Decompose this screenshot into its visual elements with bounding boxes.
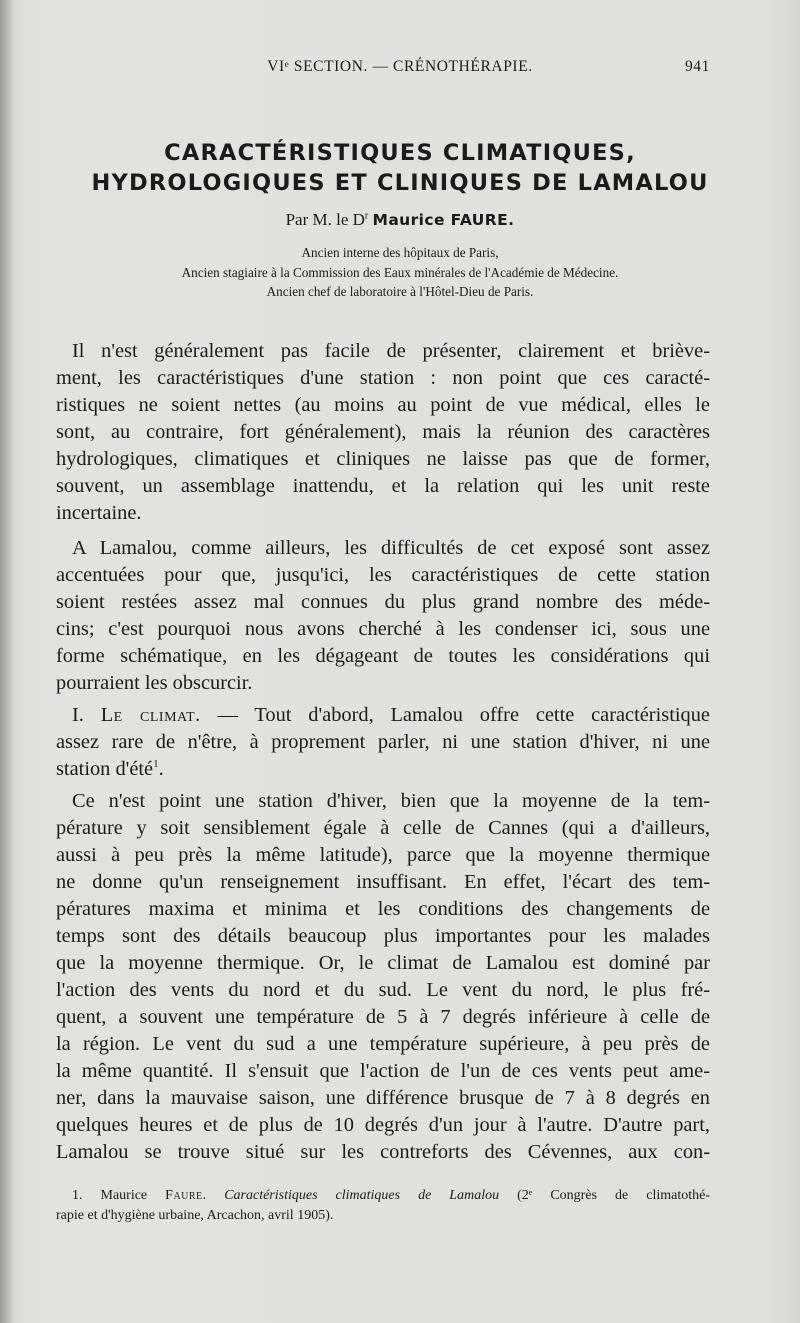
body-line: forme schématique, en les dégageant de toutes les considérations qui (56, 645, 710, 667)
author-name: Maurice FAURE. (372, 211, 515, 229)
footnote-title: Caractéristiques climatiques de Lamalou (224, 1188, 500, 1203)
byline (60, 210, 740, 230)
section-title: VIᵉ SECTION. — CRÉNOTHÉRAPIE. (267, 58, 533, 75)
body-line: incertaine. (56, 502, 142, 524)
footnote-marker: 1 (153, 758, 159, 771)
footnote-author: Faure (165, 1188, 203, 1203)
footnote-separator: . (202, 1188, 225, 1203)
byline-doctor-sup: r (364, 210, 369, 222)
footnote-number: 1. (72, 1188, 83, 1203)
body-line: quent, a souvent une température de 5 à 7 degrés inférieure à celle de (56, 1006, 710, 1028)
footnote-author-prefix: Maurice (82, 1188, 166, 1203)
author-credential: Ancien stagiaire à la Commission des Eaux minérales de l'Académie de Médecine. (181, 265, 619, 280)
article-title-line-1: CARACTÉRISTIQUES CLIMATIQUES, (164, 140, 636, 166)
body-line: temps sont des détails beaucoup plus importantes pour les malades (56, 925, 710, 947)
climate-heading-prefix: I. (72, 704, 101, 726)
body-line: quelques heures et de plus de 10 degrés d'un jour à l'autre. D'autre part, (56, 1114, 710, 1136)
body-line: ristiques ne soient nettes (au moins au point de vue médical, elles le (56, 394, 710, 416)
climate-heading-line (72, 704, 710, 730)
ete-text: station d'été (56, 758, 154, 780)
body-line: accentuées pour que, jusqu'ici, les caractéristiques de cette station (56, 564, 710, 586)
body-line: pérature y soit sensiblement égale à celle de Cannes (qui a d'ailleurs, (56, 817, 710, 839)
body-line: pourraient les obscurcir. (56, 672, 253, 694)
body-line: hydrologiques, climatiques et cliniques ne laisse pas que de former, (56, 448, 710, 470)
body-line: soient restées assez mal connues du plus grand nombre des méde- (56, 591, 710, 613)
body-line-ete (56, 758, 710, 784)
footnote-line: rapie et d'hygiène urbaine, Arcachon, avril 1905). (56, 1208, 334, 1223)
page-number: 941 (684, 58, 710, 75)
body-line: aussi à peu près la même latitude), parce que la moyenne thermique (56, 844, 710, 866)
climate-heading-rest: — Tout d'abord, Lamalou offre cette caractéristique (200, 704, 710, 726)
running-head (90, 58, 710, 82)
author-credential: Ancien interne des hôpitaux de Paris, (301, 245, 499, 260)
author-credential: Ancien chef de laboratoire à l'Hôtel-Dieu de Paris. (266, 284, 534, 299)
article-title-line-2: HYDROLOGIQUES ET CLINIQUES DE LAMALOU (91, 170, 709, 196)
body-line: ne donne qu'un renseignement insuffisant. En effet, l'écart des tem- (56, 871, 710, 893)
page-spine-shadow (0, 0, 14, 1323)
body-line: la région. Le vent du sud a une température supérieure, à peu près de (56, 1033, 710, 1055)
body-line: ment, les caractéristiques d'une station : non point que ces caracté- (56, 367, 710, 389)
body-line: la même quantité. Il s'ensuit que l'action de l'un de ces vents peut amе- (56, 1060, 710, 1082)
body-line: sont, au contraire, fort généralement), mais la réunion des caractères (56, 421, 710, 443)
body-line: que la moyenne thermique. Or, le climat de Lamalou est dominé par (56, 952, 710, 974)
body-line: souvent, un assemblage inattendu, et la relation qui les unit reste (56, 475, 710, 497)
climate-heading: Le climat. (100, 704, 201, 726)
body-line: assez rare de n'être, à proprement parler, ni une station d'hiver, ni une (56, 731, 710, 753)
byline-prefix: Par M. le D (285, 210, 365, 229)
body-line: Lamalou se trouve situé sur les contreforts des Cévennes, aux con- (56, 1141, 710, 1163)
body-line: ner, dans la mauvaise saison, une différence brusque de 7 à 8 degrés en (56, 1087, 710, 1109)
body-line: cins; c'est pourquoi nous avons cherché à les condenser ici, sous une (56, 618, 710, 640)
body-line: l'action des vents du nord et du sud. Le vent du nord, le plus fré- (56, 979, 710, 1001)
footnote-rest: (2ᵉ Congrès de climatothé- (499, 1188, 710, 1203)
body-line: A Lamalou, comme ailleurs, les difficultés de cet exposé sont assez (72, 537, 710, 559)
ete-after: . (158, 758, 164, 780)
body-line: Il n'est généralement pas facile de présenter, clairement et briève- (72, 340, 710, 362)
body-line: Ce n'est point une station d'hiver, bien que la moyenne de la tem- (72, 790, 710, 812)
footnote-line (72, 1188, 710, 1204)
body-line: pératures maxima et minima et les conditions des changements de (56, 898, 710, 920)
